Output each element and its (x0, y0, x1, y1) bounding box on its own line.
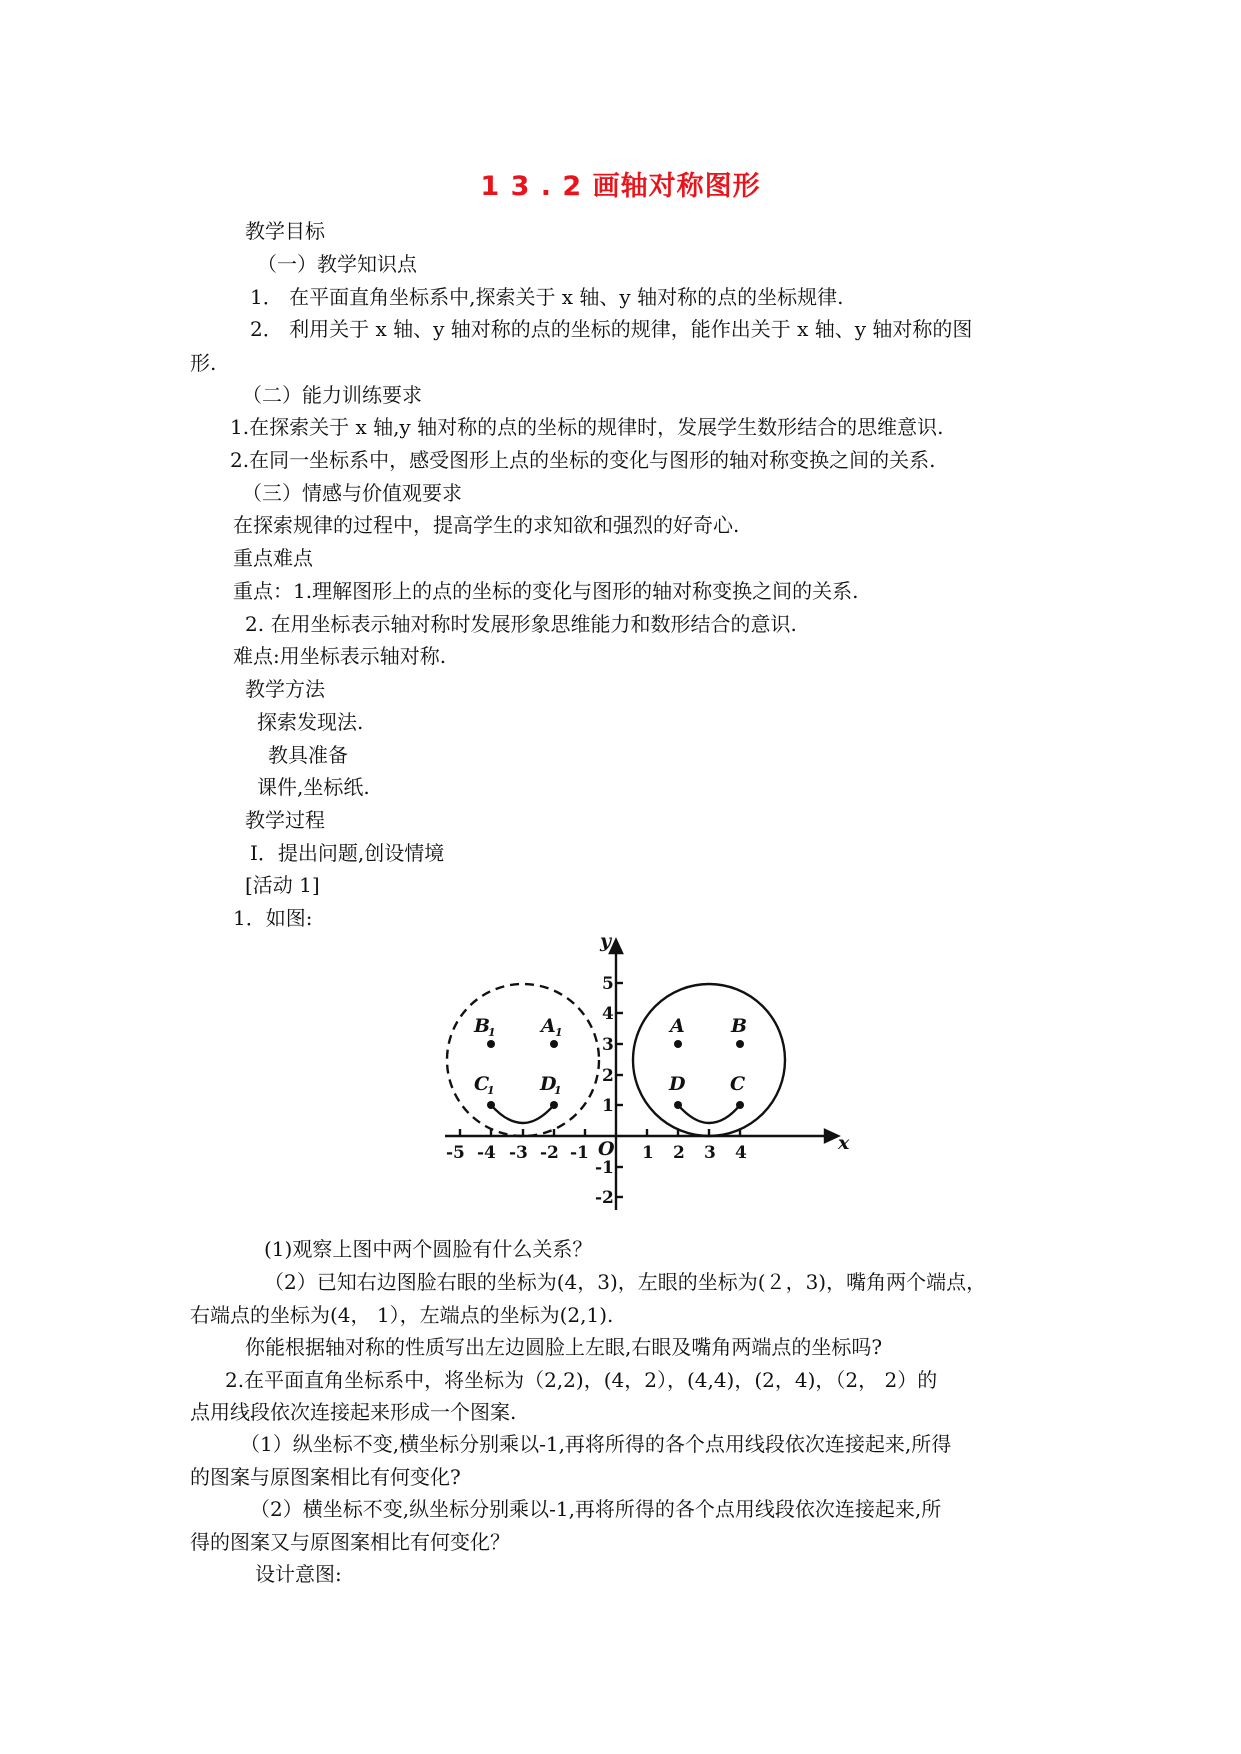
left-face-mouth (491, 1105, 554, 1123)
paragraph-line: 2. 在用坐标表示轴对称时发展形象思维能力和数形结合的意识. (245, 612, 797, 636)
subsection-heading: （二）能力训练要求 (242, 383, 422, 407)
paragraph-line: （1）纵坐标不变,横坐标分别乘以-1,再将所得的各个点用线段依次连接起来,所得 (240, 1432, 952, 1456)
section-heading: 教学目标 (245, 219, 325, 243)
page-title: 1 3 . 2 画轴对称图形 (480, 171, 761, 202)
paragraph-line: (1)观察上图中两个圆脸有什么关系？ (264, 1237, 593, 1261)
paragraph-line: 设计意图: (255, 1562, 342, 1586)
point-label-c1: C (474, 1073, 490, 1095)
paragraph-line: 1． 在平面直角坐标系中,探索关于 x 轴、y 轴对称的点的坐标规律. (250, 285, 844, 309)
point-label-c: C (730, 1073, 746, 1095)
paragraph-line: 在探索规律的过程中，提高学生的求知欲和强烈的好奇心. (233, 513, 740, 537)
point-label-a: A (670, 1015, 685, 1037)
section-heading: 教学方法 (245, 677, 325, 701)
paragraph-line: 形. (190, 351, 217, 375)
x-tick-label: -5 (446, 1143, 465, 1163)
x-tick-label: -4 (477, 1143, 496, 1163)
y-tick-label: 3 (602, 1035, 614, 1055)
point-label-a1: A (541, 1015, 556, 1037)
paragraph-line: 2． 利用关于 x 轴、y 轴对称的点的坐标的规律，能作出关于 x 轴、y 轴对称的图 (250, 317, 973, 341)
coordinate-figure (430, 925, 860, 1225)
paragraph-line: 你能根据轴对称的性质写出左边圆脸上左眼,右眼及嘴角两端点的坐标吗? (245, 1335, 883, 1359)
paragraph-line: 右端点的坐标为(4， 1），左端点的坐标为(2,1). (190, 1303, 614, 1327)
paragraph-line: 2.在平面直角坐标系中，将坐标为（2,2)，(4，2），(4,4)，(2，4)，（2， 2）的 (225, 1368, 938, 1392)
point-label-d1: D (540, 1073, 557, 1095)
x-tick-label: -2 (540, 1143, 559, 1163)
paragraph-line: Ⅰ．提出问题,创设情境 (250, 841, 445, 865)
x-axis-label: x (838, 1132, 850, 1154)
paragraph-line: 2.在同一坐标系中，感受图形上点的坐标的变化与图形的轴对称变换之间的关系. (230, 448, 936, 472)
paragraph-line: 的图案与原图案相比有何变化? (190, 1465, 461, 1489)
paragraph-line: 得的图案又与原图案相比有何变化？ (190, 1530, 510, 1554)
origin-label: O (598, 1138, 615, 1160)
subscript-d1: 1 (554, 1084, 562, 1097)
paragraph-line: （2）横坐标不变,纵坐标分别乘以-1,再将所得的各个点用线段依次连接起来,所 (250, 1497, 942, 1521)
point-label-b: B (731, 1015, 748, 1037)
right-face-circle (633, 984, 785, 1136)
paragraph-line: 探索发现法. (257, 710, 364, 734)
x-tick-label: 4 (735, 1143, 747, 1163)
paragraph-line: 1.在探索关于 x 轴,y 轴对称的点的坐标的规律时，发展学生数形结合的思维意识. (230, 415, 944, 439)
x-tick-label: -3 (509, 1143, 528, 1163)
x-tick-label: 2 (673, 1143, 685, 1163)
paragraph-line: 课件,坐标纸. (257, 775, 370, 799)
x-tick-label: -1 (570, 1143, 589, 1163)
paragraph-line: 难点:用坐标表示轴对称. (233, 644, 447, 668)
paragraph-line: 重点：1.理解图形上的点的坐标的变化与图形的轴对称变换之间的关系. (233, 579, 859, 603)
y-axis-label: y (600, 930, 612, 952)
section-heading: 教学过程 (245, 808, 325, 832)
point-label-b1: B (474, 1015, 491, 1037)
y-tick-label: 1 (602, 1096, 614, 1116)
paragraph-line: 1．如图: (233, 906, 313, 930)
x-tick-label: 3 (704, 1143, 716, 1163)
right-face-mouth (678, 1105, 740, 1123)
y-tick-label: 2 (602, 1066, 614, 1086)
subscript-c1: 1 (487, 1084, 495, 1097)
y-tick-label: 4 (602, 1004, 614, 1024)
subscript-a1: 1 (555, 1026, 563, 1039)
paragraph-line: （2）已知右边图脸右眼的坐标为(4，3)，左眼的坐标为(２，3)，嘴角两个端点， (264, 1270, 987, 1294)
subsection-heading: （三）情感与价值观要求 (242, 481, 462, 505)
section-heading: 教具准备 (268, 743, 348, 767)
y-tick-label: 5 (602, 974, 614, 994)
point-label-d: D (669, 1073, 686, 1095)
subsection-heading: （一）教学知识点 (257, 252, 417, 276)
left-face-circle (447, 984, 599, 1136)
y-tick-label: -2 (595, 1188, 614, 1208)
x-tick-label: 1 (642, 1143, 654, 1163)
section-heading: 重点难点 (233, 546, 313, 570)
paragraph-line: [活动 1] (245, 873, 320, 897)
paragraph-line: 点用线段依次连接起来形成一个图案. (190, 1400, 517, 1424)
subscript-b1: 1 (488, 1026, 496, 1039)
y-tick-label: -1 (595, 1158, 614, 1178)
